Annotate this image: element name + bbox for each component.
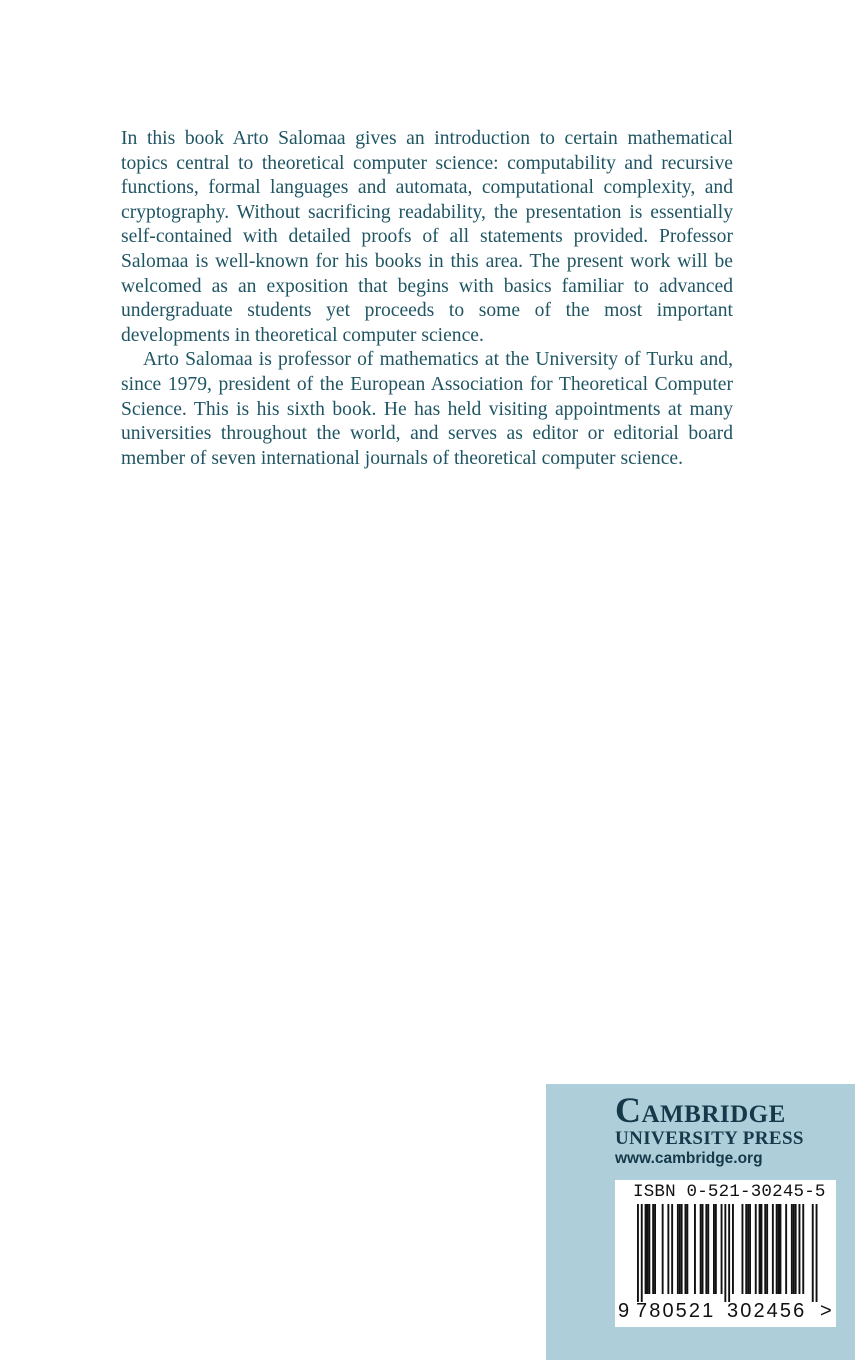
barcode-guard-bar: [724, 1204, 726, 1302]
barcode-quiet-zone-marker: >: [820, 1300, 832, 1322]
barcode-bar: [694, 1204, 696, 1294]
publisher-panel: [546, 1084, 855, 1360]
barcode-bar: [780, 1204, 782, 1294]
barcode-bar: [755, 1204, 757, 1294]
publisher-website: www.cambridge.org: [615, 1150, 763, 1167]
barcode-bar: [681, 1204, 683, 1294]
barcode-bar: [745, 1204, 747, 1294]
barcode-bar: [662, 1204, 664, 1294]
barcode-bar: [707, 1204, 709, 1294]
barcode-bars: [615, 1204, 836, 1302]
publisher-subtitle: UNIVERSITY PRESS: [615, 1128, 804, 1149]
barcode-bar: [671, 1204, 673, 1294]
barcode-bar: [713, 1204, 715, 1294]
barcode-bar: [648, 1204, 650, 1294]
barcode-bar: [791, 1204, 793, 1294]
book-description-paragraph: In this book Arto Salomaa gives an introduction to certain mathematical topics central to theoretical computer science: computability and recursive functions, formal languages and automata, computational complexity, and cryptography. Without sacrificing readability, the presentation is essentially self-contained with detailed proofs of all statements provided. Professor Salomaa is well-known for his books in this area. The present work will be welcomed as an exposition that begins with basics familiar to advanced undergraduate students yet proceeds to some of the most important developments in theoretical computer science.: [121, 128, 733, 346]
barcode-bar: [705, 1204, 707, 1294]
barcode-bar: [647, 1204, 649, 1294]
barcode-bar: [799, 1204, 801, 1294]
barcode-bar: [785, 1204, 787, 1294]
back-cover-blurb: [121, 127, 733, 471]
barcode-bar: [702, 1204, 704, 1294]
barcode-guard-bar: [641, 1204, 643, 1302]
barcode-left-digits: 780521: [636, 1300, 716, 1322]
barcode-bar: [759, 1204, 761, 1294]
author-bio-paragraph: Arto Salomaa is professor of mathematics at the University of Turku and, since 1979, president of the European Association for Theoretical Computer Science. This is his sixth book. He has held visiting appointments at many universities throughout the world, and serves as editor or editorial board member of seven international journals of theoretical computer science.: [121, 349, 733, 469]
isbn-barcode: [615, 1180, 836, 1327]
barcode-right-digits: 302456: [727, 1300, 807, 1322]
barcode-bar: [645, 1204, 647, 1294]
barcode-bar: [764, 1204, 766, 1294]
barcode-guard-bar: [812, 1204, 814, 1302]
barcode-bar: [766, 1204, 768, 1294]
barcode-bar: [700, 1204, 702, 1294]
barcode-guard-bar: [637, 1204, 639, 1302]
barcode-bar: [776, 1204, 778, 1294]
barcode-bar: [685, 1204, 687, 1294]
barcode-bar: [652, 1204, 654, 1294]
barcode-bar: [747, 1204, 749, 1294]
publisher-name: Cambridge: [615, 1090, 786, 1130]
isbn-label: ISBN 0-521-30245-5: [633, 1182, 826, 1202]
barcode-bar: [761, 1204, 763, 1294]
barcode-bar: [778, 1204, 780, 1294]
barcode-bar: [793, 1204, 795, 1294]
barcode-guard-bar: [728, 1204, 730, 1302]
barcode-bar: [667, 1204, 669, 1294]
barcode-bar: [654, 1204, 656, 1294]
barcode-bar: [795, 1204, 797, 1294]
cambridge-university-press-logo: [615, 1092, 840, 1149]
barcode-guard-bar: [816, 1204, 818, 1302]
barcode-bar: [742, 1204, 744, 1294]
barcode-bar: [677, 1204, 679, 1294]
barcode-bar: [749, 1204, 751, 1294]
barcode-lead-digit: 9: [618, 1300, 630, 1322]
barcode-bar: [721, 1204, 723, 1294]
barcode-bar: [802, 1204, 804, 1294]
barcode-bar: [772, 1204, 774, 1294]
barcode-bar: [732, 1204, 734, 1294]
barcode-bar: [679, 1204, 681, 1294]
barcode-bar: [715, 1204, 717, 1294]
barcode-bar: [686, 1204, 688, 1294]
